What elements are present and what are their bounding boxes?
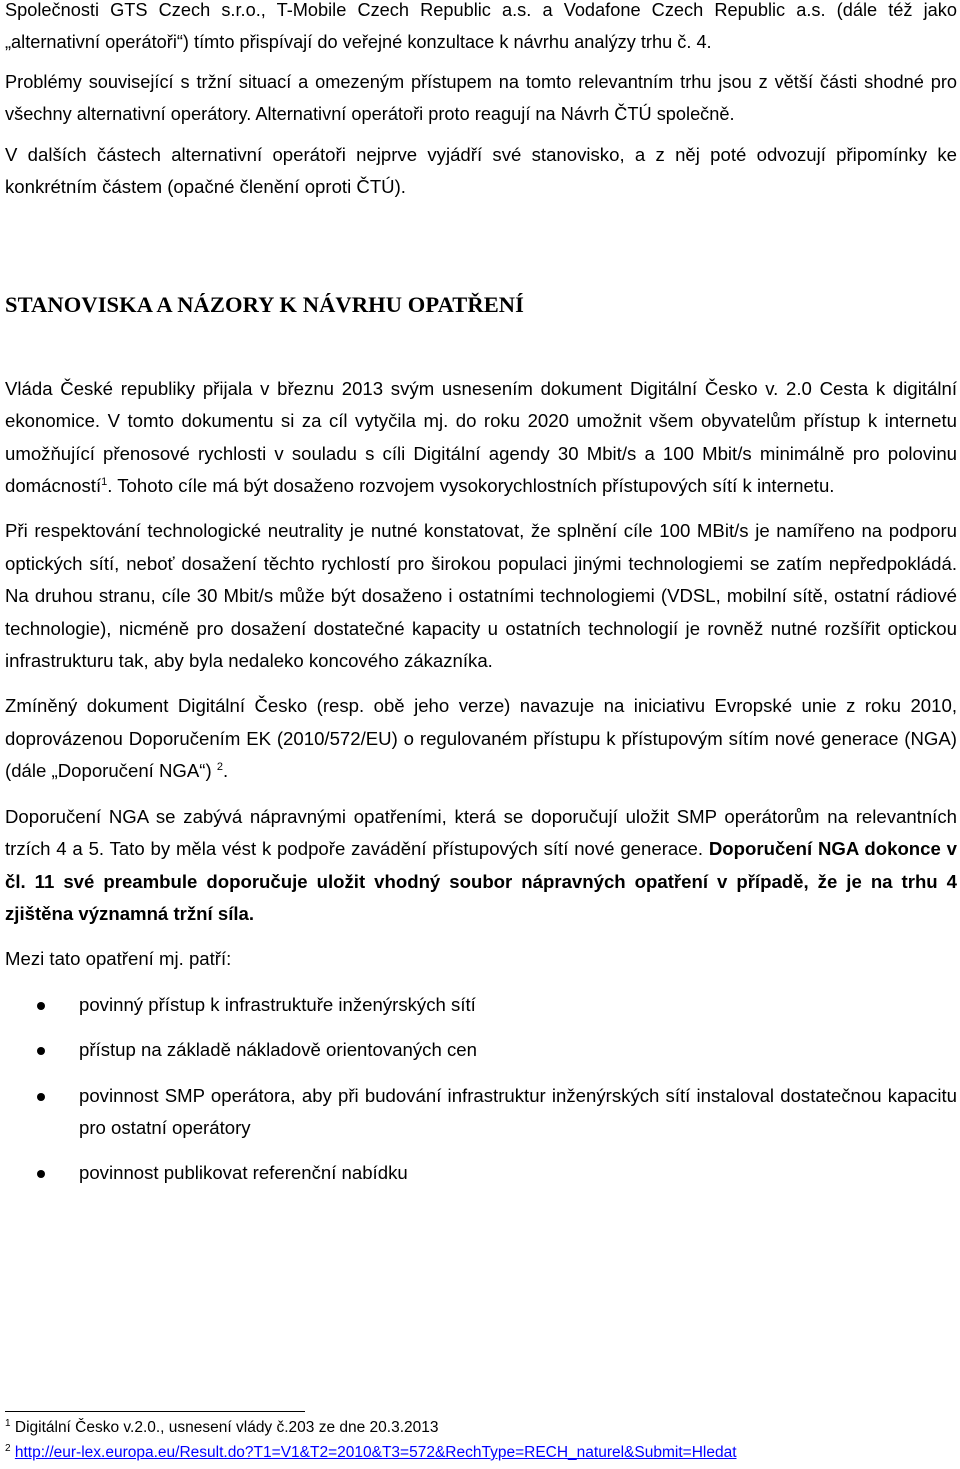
footnote-ref-2[interactable]: 2 (216, 761, 223, 774)
list-item (5, 1157, 957, 1189)
body-paragraph-3-text: Zmíněný dokument Digitální Česko (resp. obě jeho verze) navazuje na iniciativu Evropské unie z roku 2010, doprovázenou Doporučením EK (2010/572/EU) o regulovaném přístupu k přístupovým sítím nové generace (NGA) (dále „Doporučení NGA“) (5, 695, 957, 782)
body-paragraph-3 (5, 690, 957, 787)
body-paragraph-3-text-end: . (222, 760, 229, 782)
footnote-2-number: 2 (5, 1442, 11, 1454)
document-page (5, 0, 957, 1190)
body-paragraph-1-text-end: . Tohoto cíle má být dosaženo rozvojem vysokorychlostních přístupových sítí k internetu. (107, 475, 835, 497)
footnote-1 (5, 1418, 439, 1438)
body-paragraph-4-bold-text: Doporučení NGA dokonce v čl. 11 své preambule doporučuje uložit vhodný soubor nápravných opatření v případě, že je na trhu 4 zjištěna významná tržní síla. (5, 838, 957, 924)
bullet-icon (37, 1002, 45, 1010)
list-item-text: přístup na základě nákladově orientovaných cen (79, 1039, 477, 1061)
body-paragraph-4 (5, 801, 957, 931)
bullet-icon (37, 1093, 45, 1101)
footnote-1-number: 1 (5, 1417, 11, 1429)
list-item (5, 1080, 957, 1145)
body-paragraph-4-text: Doporučení NGA se zabývá nápravnými opatřeními, která se doporučují uložit SMP operátorům na relevantních trzích 4 a 5. Tato by měla vést k podpoře zavádění přístupových sítí nové generace. (5, 805, 957, 860)
body-paragraph-1-text: Vláda České republiky přijala v březnu 2013 svým usnesením dokument Digitální Česko v. 2.0 Cesta k digitální ekonomice. V tomto dokumentu si za cíl vytyčila mj. do roku 2020 umožnit všem obyvatelům přístup k internetu umožňující přenosové rychlosti v souladu s cíli Digitální agendy 30 Mbit/s a 100 Mbit/s minimálně pro polovinu domácností (5, 377, 957, 497)
body-paragraph-5: Mezi tato opatření mj. patří: (5, 948, 232, 970)
list-item (5, 1034, 957, 1066)
footnote-2-link[interactable]: http://eur-lex.europa.eu/Result.do?T1=V1&T2=2010&T3=572&RechType=RECH_naturel&Submit=Hledat (14, 1444, 737, 1461)
bullet-icon (37, 1170, 45, 1178)
list-item-text: povinný přístup k infrastruktuře inženýrských sítí (79, 993, 476, 1015)
intro-paragraph-1: Společnosti GTS Czech s.r.o., T-Mobile Czech Republic a.s. a Vodafone Czech Republic a.s. (dále též jako „alternativní operátoři“) tímto přispívají do veřejné konzultace k návrhu analýzy trhu č. 4. (5, 0, 957, 52)
list-item-text: povinnost publikovat referenční nabídku (79, 1162, 408, 1184)
footnote-separator (5, 1411, 305, 1412)
body-paragraph-2: Při respektování technologické neutrality je nutné konstatovat, že splnění cíle 100 MBit/s je namířeno na podporu optických sítí, neboť dosažení těchto rychlostí pro širokou populaci jinými technologiemi se zatím nepředpokládá. Na druhou stranu, cíle 30 Mbit/s může být dosaženo i ostatními technologiemi (VDSL, mobilní sítě, ostatní rádiové technologie), nicméně pro dosažení dostatečné kapacity u ostatních technologií je rovněž nutné rozšířit optickou infrastrukturu tak, aby byla nedaleko koncového zákazníka. (5, 520, 957, 672)
measures-list (5, 989, 957, 1190)
section-heading: STANOVISKA A NÁZORY K NÁVRHU OPATŘENÍ (5, 291, 525, 317)
footnote-1-text: Digitální Česko v.2.0., usnesení vlády č.203 ze dne 20.3.2013 (10, 1419, 439, 1436)
intro-paragraph-3: V dalších částech alternativní operátoři nejprve vyjádří své stanovisko, a z něj poté odvozují připomínky ke konkrétním částem (opačné členění oproti ČTÚ). (5, 144, 957, 198)
list-item (5, 989, 957, 1021)
footnote-ref-1[interactable]: 1 (101, 475, 108, 488)
list-item-text: povinnost SMP operátora, aby při budování infrastruktur inženýrských sítí instaloval dostatečnou kapacitu pro ostatní operátory (79, 1084, 957, 1138)
intro-paragraph-2: Problémy související s tržní situací a omezeným přístupem na tomto relevantním trhu jsou z větší části shodné pro všechny alternativní operátory. Alternativní operátoři proto reagují na Návrh ČTÚ společně. (5, 72, 957, 124)
bullet-icon (37, 1047, 45, 1055)
body-paragraph-1 (5, 373, 957, 503)
footnote-2 (5, 1443, 737, 1463)
